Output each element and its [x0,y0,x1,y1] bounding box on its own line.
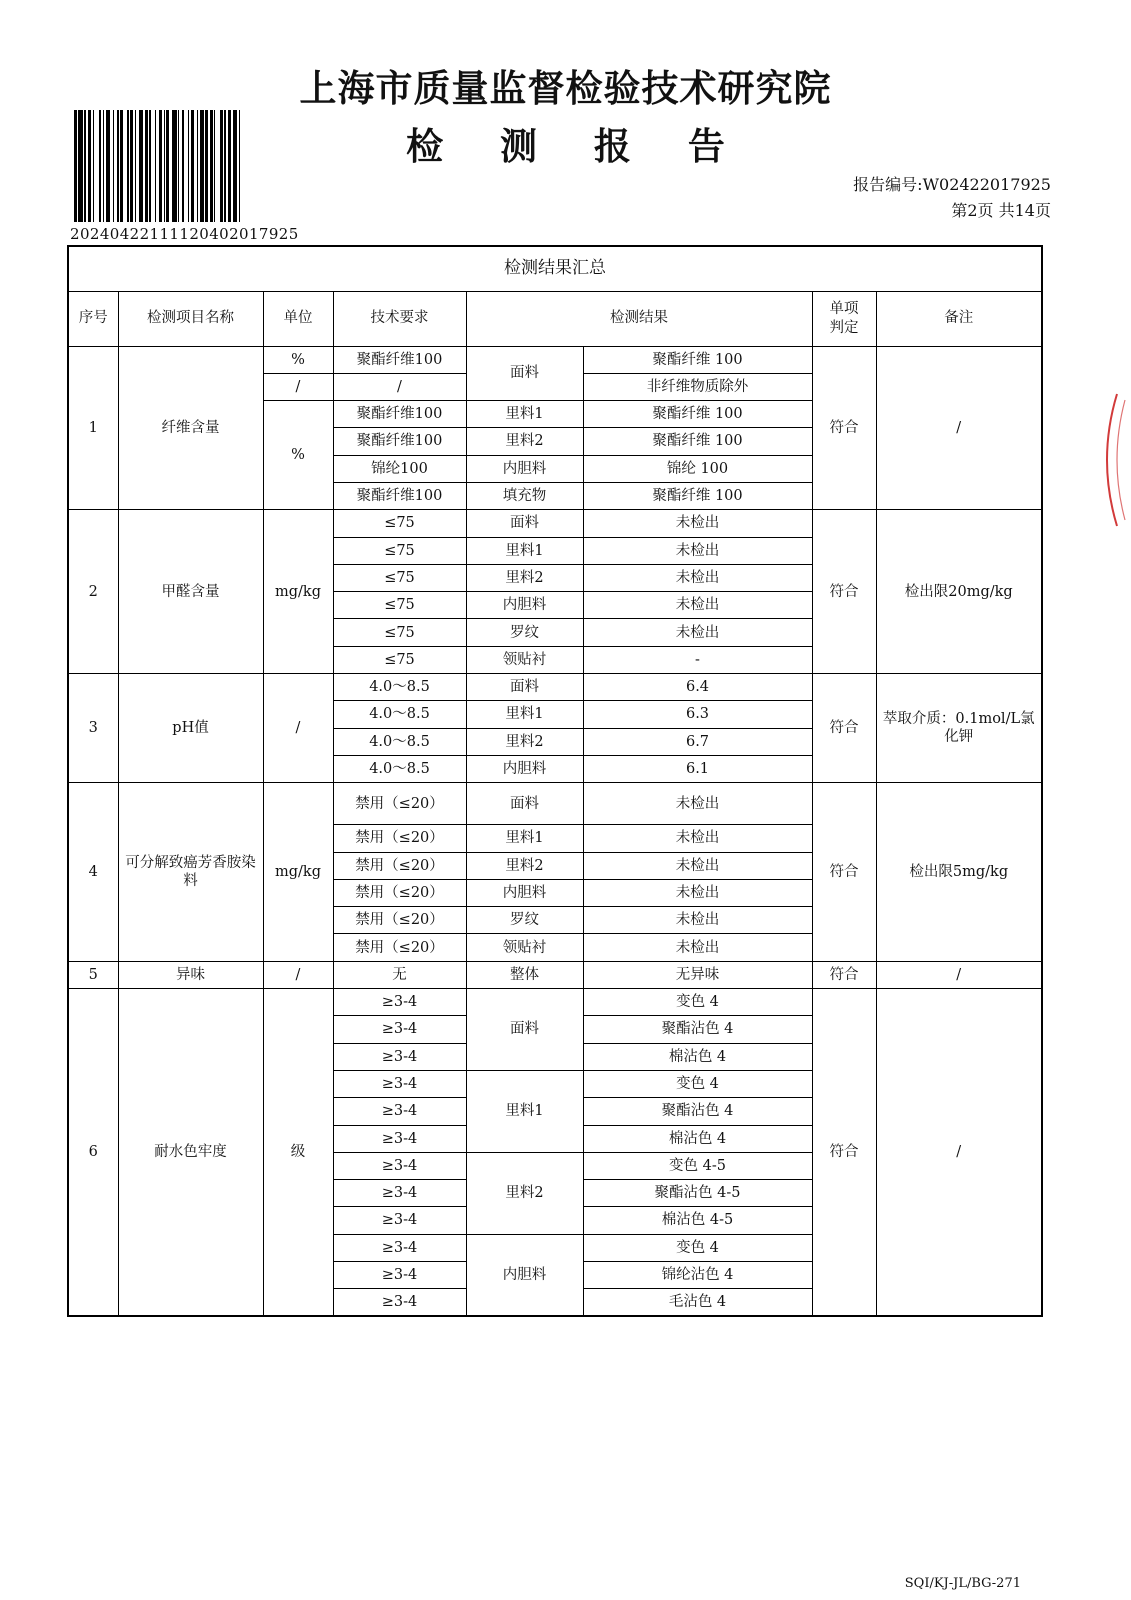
header-seq: 序号 [68,291,118,346]
cell-requirement: ≥3-4 [333,989,466,1016]
table-row [68,510,1042,537]
cell-requirement: / [333,373,466,400]
cell-item-name: 纤维含量 [118,346,263,510]
table-row [68,674,1042,701]
cell-part: 里料2 [466,728,583,755]
cell-requirement: ≥3-4 [333,1180,466,1207]
cell-remark: 萃取介质：0.1mol/L氯化钾 [876,674,1042,783]
cell-result: 未检出 [583,619,812,646]
cell-result: 6.7 [583,728,812,755]
cell-requirement: ≤75 [333,537,466,564]
table-caption: 检测结果汇总 [68,246,1042,291]
cell-requirement: ≥3-4 [333,1070,466,1097]
cell-seq: 6 [68,989,118,1317]
cell-part: 里料1 [466,401,583,428]
cell-result: 聚酯纤维 100 [583,428,812,455]
cell-requirement: ≤75 [333,564,466,591]
cell-result: 棉沾色 4-5 [583,1207,812,1234]
cell-requirement: ≥3-4 [333,1043,466,1070]
cell-result: - [583,646,812,673]
barcode [74,110,286,222]
seal-stamp-edge [1095,390,1131,530]
header-unit: 单位 [263,291,333,346]
cell-requirement: 聚酯纤维100 [333,401,466,428]
cell-part: 填充物 [466,482,583,509]
cell-result: 未检出 [583,825,812,852]
cell-unit: mg/kg [263,510,333,674]
cell-seq: 5 [68,961,118,988]
cell-result: 锦纶沾色 4 [583,1262,812,1289]
cell-unit: / [263,961,333,988]
cell-requirement: 锦纶100 [333,455,466,482]
cell-part: 里料2 [466,1152,583,1234]
cell-requirement: 禁用（≤20） [333,852,466,879]
cell-requirement: 禁用（≤20） [333,907,466,934]
cell-result: 未检出 [583,852,812,879]
cell-item-name: 异味 [118,961,263,988]
table-row [68,346,1042,373]
header-remark: 备注 [876,291,1042,346]
cell-part: 里料2 [466,564,583,591]
cell-requirement: ≥3-4 [333,1016,466,1043]
cell-part: 罗纹 [466,619,583,646]
cell-part: 内胆料 [466,455,583,482]
cell-requirement: 聚酯纤维100 [333,428,466,455]
cell-requirement: 聚酯纤维100 [333,346,466,373]
cell-result: 未检出 [583,564,812,591]
cell-requirement: ≥3-4 [333,1152,466,1179]
cell-part: 里料1 [466,701,583,728]
cell-part: 面料 [466,510,583,537]
cell-result: 聚酯纤维 100 [583,482,812,509]
cell-unit: 级 [263,989,333,1317]
cell-requirement: ≥3-4 [333,1098,466,1125]
cell-result: 聚酯沾色 4 [583,1098,812,1125]
cell-result: 变色 4 [583,989,812,1016]
cell-requirement: ≥3-4 [333,1234,466,1261]
cell-part: 内胆料 [466,879,583,906]
cell-result: 未检出 [583,783,812,825]
cell-result: 聚酯沾色 4 [583,1016,812,1043]
report-number: 报告编号:W02422017925 [853,175,1051,194]
cell-result: 6.4 [583,674,812,701]
cell-part: 面料 [466,346,583,401]
cell-part: 面料 [466,989,583,1071]
cell-requirement: ≥3-4 [333,1262,466,1289]
cell-requirement: 4.0～8.5 [333,701,466,728]
cell-judgement: 符合 [812,989,876,1317]
cell-item-name: 可分解致癌芳香胺染料 [118,783,263,961]
cell-result: 棉沾色 4 [583,1125,812,1152]
cell-requirement: 聚酯纤维100 [333,482,466,509]
cell-result: 变色 4 [583,1070,812,1097]
cell-result: 无异味 [583,961,812,988]
cell-part: 内胆料 [466,1234,583,1316]
table-row [68,961,1042,988]
cell-result: 聚酯纤维 100 [583,401,812,428]
cell-seq: 2 [68,510,118,674]
cell-result: 未检出 [583,537,812,564]
cell-requirement: 禁用（≤20） [333,934,466,961]
results-summary-table [67,245,1043,1317]
cell-requirement: 无 [333,961,466,988]
cell-requirement: ≤75 [333,646,466,673]
cell-seq: 3 [68,674,118,783]
cell-result: 未检出 [583,592,812,619]
cell-result: 未检出 [583,934,812,961]
cell-result: 聚酯纤维 100 [583,346,812,373]
cell-result: 毛沾色 4 [583,1289,812,1316]
cell-seq: 1 [68,346,118,510]
cell-requirement: 4.0～8.5 [333,674,466,701]
cell-result: 未检出 [583,907,812,934]
cell-remark: 检出限5mg/kg [876,783,1042,961]
header-item-name: 检测项目名称 [118,291,263,346]
cell-requirement: ≤75 [333,592,466,619]
cell-remark: / [876,989,1042,1317]
cell-requirement: 禁用（≤20） [333,825,466,852]
cell-requirement: 4.0～8.5 [333,755,466,782]
cell-item-name: pH值 [118,674,263,783]
cell-unit: mg/kg [263,783,333,961]
cell-requirement: ≤75 [333,619,466,646]
cell-item-name: 甲醛含量 [118,510,263,674]
cell-seq: 4 [68,783,118,961]
cell-result: 6.3 [583,701,812,728]
cell-requirement: ≥3-4 [333,1289,466,1316]
page-info: 第2页 共14页 [951,201,1051,220]
table-row [68,989,1042,1016]
cell-requirement: ≥3-4 [333,1125,466,1152]
cell-part: 领贴衬 [466,646,583,673]
cell-remark: / [876,961,1042,988]
cell-judgement: 符合 [812,783,876,961]
cell-part: 里料1 [466,537,583,564]
header-judgement: 单项 判定 [812,291,876,346]
cell-part: 罗纹 [466,907,583,934]
cell-part: 里料2 [466,428,583,455]
cell-part: 内胆料 [466,592,583,619]
cell-judgement: 符合 [812,961,876,988]
cell-result: 变色 4 [583,1234,812,1261]
report-title: 检 测 报 告 [406,124,747,168]
cell-requirement: 禁用（≤20） [333,879,466,906]
cell-remark: 检出限20mg/kg [876,510,1042,674]
cell-item-name: 耐水色牢度 [118,989,263,1317]
cell-requirement: ≥3-4 [333,1207,466,1234]
cell-judgement: 符合 [812,674,876,783]
form-code: SQI/KJ-JL/BG-271 [904,1576,1021,1591]
cell-result: 6.1 [583,755,812,782]
barcode-number: 20240422111120402017925 [70,225,299,243]
header-result: 检测结果 [466,291,812,346]
cell-result: 非纤维物质除外 [583,373,812,400]
cell-unit: / [263,674,333,783]
cell-unit: % [263,346,333,373]
cell-requirement: 4.0～8.5 [333,728,466,755]
cell-unit: / [263,373,333,400]
cell-part: 整体 [466,961,583,988]
cell-judgement: 符合 [812,510,876,674]
cell-result: 聚酯沾色 4-5 [583,1180,812,1207]
cell-result: 变色 4-5 [583,1152,812,1179]
cell-requirement: 禁用（≤20） [333,783,466,825]
cell-result: 未检出 [583,510,812,537]
table-row [68,783,1042,825]
cell-judgement: 符合 [812,346,876,510]
cell-part: 里料2 [466,852,583,879]
cell-part: 领贴衬 [466,934,583,961]
cell-result: 棉沾色 4 [583,1043,812,1070]
cell-part: 内胆料 [466,755,583,782]
cell-requirement: ≤75 [333,510,466,537]
cell-unit: % [263,401,333,510]
cell-part: 里料1 [466,1070,583,1152]
cell-result: 锦纶 100 [583,455,812,482]
cell-part: 面料 [466,674,583,701]
cell-result: 未检出 [583,879,812,906]
cell-remark: / [876,346,1042,510]
cell-part: 面料 [466,783,583,825]
header-requirement: 技术要求 [333,291,466,346]
organization-name: 上海市质量监督检验技术研究院 [299,66,832,110]
cell-part: 里料1 [466,825,583,852]
